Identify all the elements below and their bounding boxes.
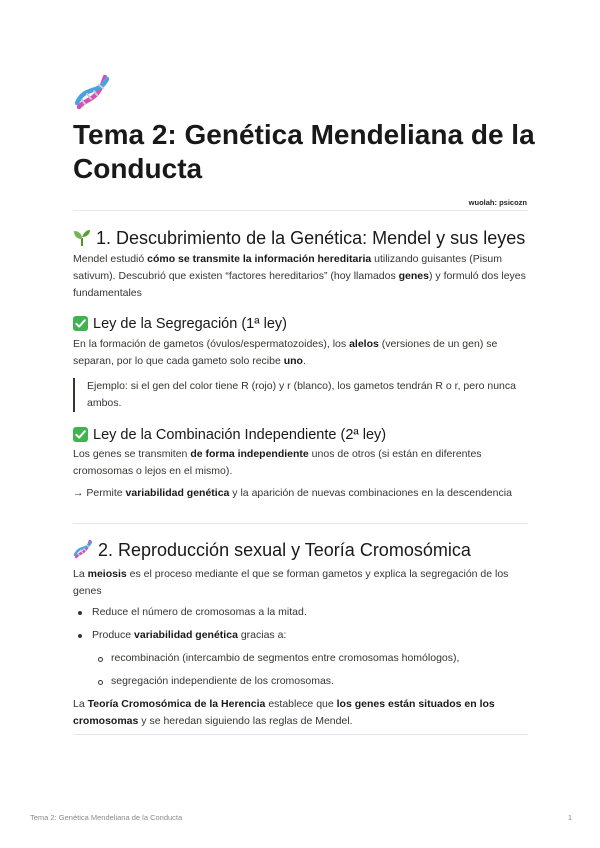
divider (73, 734, 528, 735)
example-quote-text: Ejemplo: si el gen del color tiene R (rojo) y r (blanco), los gametos tendrán R o r, pero nunca ambos. (87, 380, 516, 409)
law-1-text: En la formación de gametos (óvulos/espermatozoides), los alelos (versiones de un gen) se separan, por lo que cada gameto solo recibe uno. (73, 338, 498, 367)
sub-list-item: segregación independiente de los cromosomas. (92, 673, 528, 690)
check-mark-icon (73, 427, 88, 442)
law-2-text: Los genes se transmiten de forma independiente unos de otros (si están en diferentes cromosomas o lejos en el mismo). (73, 448, 482, 477)
section-2-intro: La meiosis es el proceso mediante el que se forman gametos y explica la segregación de los genes (73, 568, 509, 597)
seedling-icon (73, 229, 91, 247)
check-mark-icon (73, 316, 88, 331)
divider (73, 523, 528, 524)
divider (73, 210, 528, 211)
example-quote (73, 378, 537, 412)
list-item: Reduce el número de cromosomas a la mitad. (73, 604, 528, 621)
page-title: Tema 2: Genética Mendeliana de la Conducta (73, 119, 535, 184)
section-2-heading: 2. Reproducción sexual y Teoría Cromosómica (73, 539, 471, 561)
list-item: Produce variabilidad genética gracias a: recombinación (intercambio de segmentos entre cromosomas homólogos), segregación independiente de los cromosomas. (73, 627, 528, 690)
dna-icon (73, 73, 111, 111)
sub-list (92, 650, 528, 690)
dna-icon (73, 539, 93, 559)
section-2-closing: La Teoría Cromosómica de la Herencia establece que los genes están situados en los cromosomas y se heredan siguiendo las reglas de Mendel. (73, 698, 495, 727)
section-1-heading: 1. Descubrimiento de la Genética: Mendel y sus leyes (73, 227, 525, 249)
law-2-heading: Ley de la Combinación Independiente (2ª ley) (73, 426, 386, 444)
law-2-consequence: → Permite variabilidad genética y la aparición de nuevas combinaciones en la descendencia (73, 487, 512, 499)
sub-list-item: recombinación (intercambio de segmentos entre cromosomas homólogos), (92, 650, 528, 667)
meiosis-list (73, 604, 528, 690)
law-1-heading: Ley de la Segregación (1ª ley) (73, 315, 287, 333)
page-number: 1 (567, 813, 572, 822)
watermark: wuolah: psicozn (468, 198, 527, 207)
footer-title: Tema 2: Genética Mendeliana de la Conducta (30, 813, 183, 822)
section-1-intro: Mendel estudió cómo se transmite la información hereditaria utilizando guisantes (Pisum sativum). Descubrió que existen “factores hereditarios” (hoy llamados genes) y formuló dos leyes fundamentales (73, 253, 526, 299)
